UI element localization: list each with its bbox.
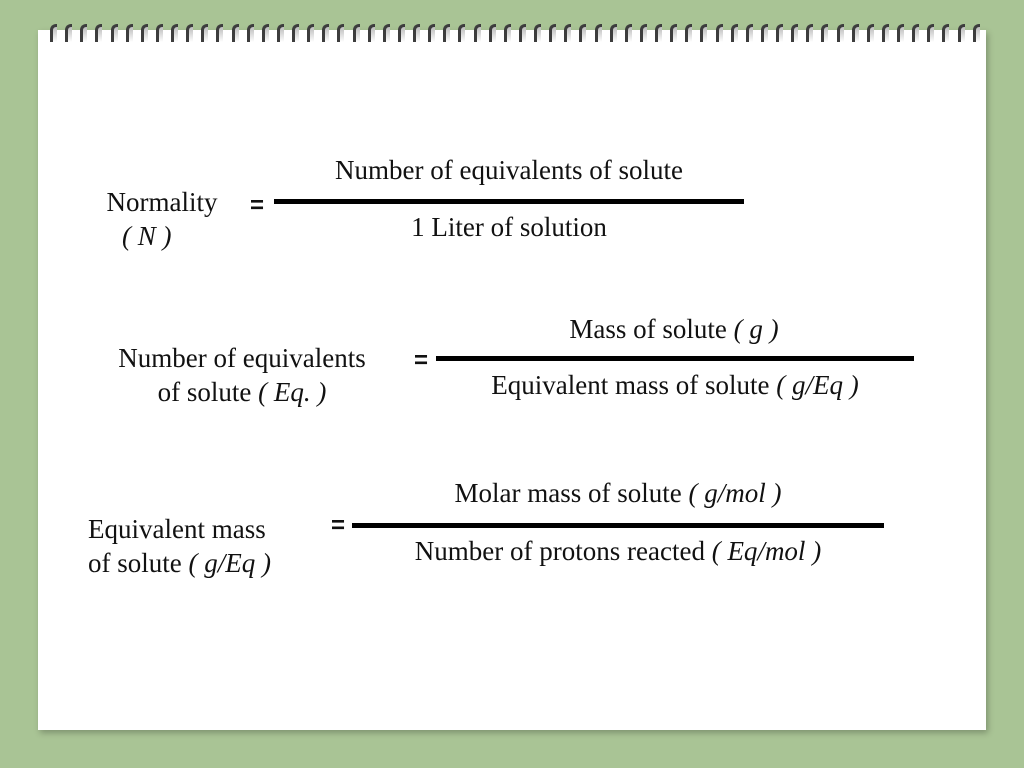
- fraction-bar: [352, 523, 884, 528]
- equivalent-mass-label: [88, 513, 328, 581]
- equals-sign: =: [331, 512, 346, 539]
- equivalents-term-line2: of solute ( Eq. ): [157, 376, 327, 407]
- numerator-unit: ( g ): [733, 314, 779, 344]
- equivalent-mass-numerator: Molar mass of solute ( g/mol ): [454, 478, 782, 508]
- denominator-unit: ( Eq/mol ): [711, 536, 822, 566]
- normality-symbol: ( N ): [122, 220, 172, 251]
- normality-denominator: 1 Liter of solution: [411, 212, 607, 242]
- numerator-unit: ( g/mol ): [688, 478, 782, 508]
- equivalent-mass-denominator: Number of protons reacted ( Eq/mol ): [414, 536, 822, 566]
- equivalents-term: Number of equivalents: [118, 343, 366, 373]
- denominator-unit: ( g/Eq ): [776, 370, 859, 400]
- equivalent-mass-term-line2: of solute ( g/Eq ): [88, 547, 271, 578]
- equals-sign: =: [414, 347, 429, 374]
- equivalents-unit: ( Eq. ): [258, 376, 327, 407]
- normality-numerator: Number of equivalents of solute: [335, 155, 683, 185]
- equivalent-mass-term: Equivalent mass: [88, 514, 266, 544]
- equals-sign: =: [250, 192, 265, 219]
- equivalents-denominator: Equivalent mass of solute ( g/Eq ): [491, 370, 859, 400]
- equivalents-numerator: Mass of solute ( g ): [569, 314, 779, 344]
- equivalent-mass-unit: ( g/Eq ): [188, 547, 271, 578]
- normality-term: Normality: [106, 187, 218, 217]
